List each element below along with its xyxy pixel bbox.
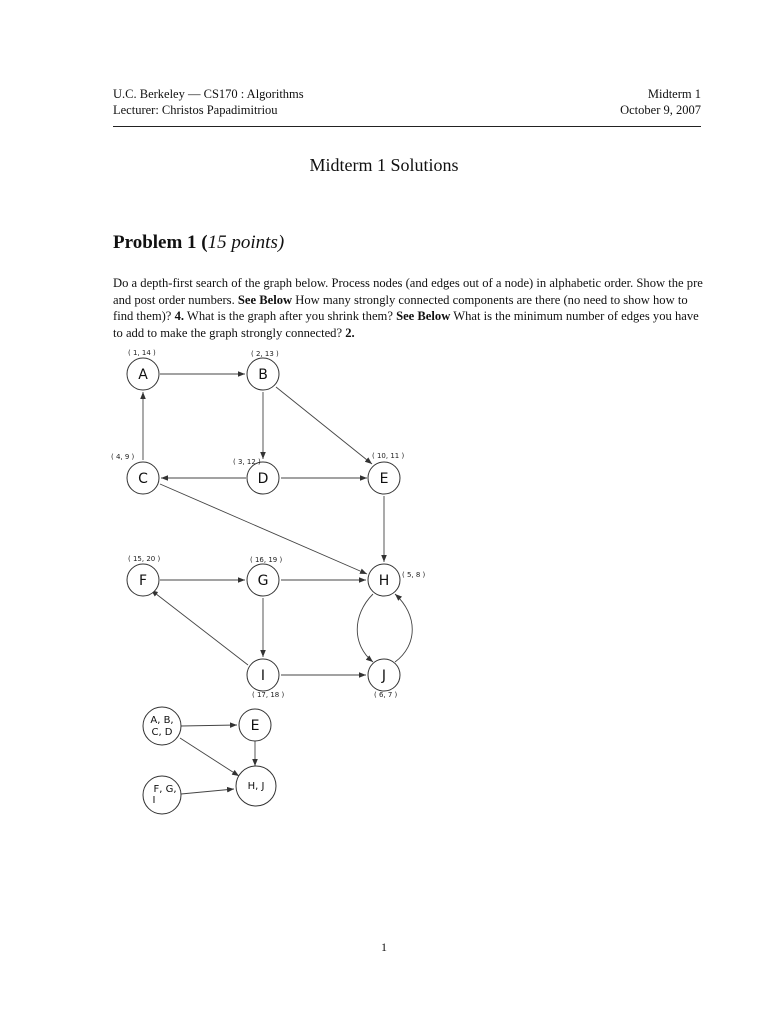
order-label-g: ( 16, 19 ) [250, 556, 283, 564]
order-label-f: ( 15, 20 ) [128, 555, 161, 563]
problem-points: 15 points) [207, 232, 285, 253]
node-labels [138, 367, 389, 734]
node-label-c: C [138, 471, 148, 487]
node-label-i: I [260, 668, 266, 684]
scc-node-fgi [143, 776, 181, 814]
node-label-d: D [257, 471, 269, 487]
order-label-a: ( 1, 14 ) [128, 349, 156, 357]
answer-2: 4. [174, 309, 185, 323]
course-line: U.C. Berkeley — CS170 : Algorithms [113, 87, 304, 101]
edge-i-f [151, 590, 248, 665]
edge-h-j [357, 594, 373, 662]
scc-label-fgi-2: I [152, 795, 156, 806]
order-label-e: ( 10, 11 ) [372, 452, 405, 460]
node-label-e: E [379, 471, 389, 487]
exam-name: Midterm 1 [647, 87, 701, 101]
exam-date: October 9, 2007 [620, 103, 701, 117]
lecturer-line: Lecturer: Christos Papadimitriou [113, 103, 278, 117]
problem-text-4: What is the minimum number of edges you have to add to make the graph strongly connected? [113, 309, 699, 340]
node-label-j: J [381, 668, 387, 684]
order-label-h: ( 5, 8 ) [402, 571, 426, 579]
scc-label-abcd-1: A, B, [150, 715, 174, 726]
scc-node-abcd [143, 707, 181, 745]
scc-label-hj: H, J [247, 781, 265, 792]
problem-text-2: How many strongly connected components are there (no need to show how to find them)? [113, 292, 688, 323]
order-label-d: ( 3, 12 ) [233, 458, 261, 466]
order-label-i: ( 17, 18 ) [252, 691, 285, 699]
node-label-g: G [257, 573, 269, 589]
page-number: 1 [381, 940, 387, 954]
node-label-h: H [378, 573, 390, 589]
order-label-j: ( 6, 7 ) [374, 691, 398, 699]
order-label-b: ( 2, 13 ) [251, 350, 279, 358]
order-label-c: ( 4, 9 ) [111, 453, 135, 461]
node-label-f: F [138, 573, 148, 589]
page-title: Midterm 1 Solutions [309, 155, 459, 175]
scc-label-fgi-1: F, G, [153, 784, 177, 795]
problem-text-3: What is the graph after you shrink them? [184, 309, 397, 323]
edge-fgi-hj [181, 789, 234, 794]
order-labels [111, 349, 426, 699]
node-label-a: A [138, 367, 148, 383]
node-label-b: B [258, 367, 268, 383]
edge-b-e [276, 387, 372, 464]
problem-heading-text: Problem 1 ( [113, 232, 208, 253]
edge-abcd-hj [180, 738, 239, 776]
answer-4: 2. [345, 325, 355, 340]
edge-abcd-e [181, 725, 237, 726]
scc-label-e: E [250, 718, 260, 734]
scc-label-abcd-2: C, D [151, 727, 173, 738]
answer-3: See Below [396, 309, 451, 323]
problem-text-1: Do a depth-first search of the graph below. Process nodes (and edges out of a node) in alphabetic order. Show the pre and post order numbers. [113, 276, 703, 307]
answer-1: See Below [237, 292, 293, 307]
edge-j-h [395, 594, 412, 662]
